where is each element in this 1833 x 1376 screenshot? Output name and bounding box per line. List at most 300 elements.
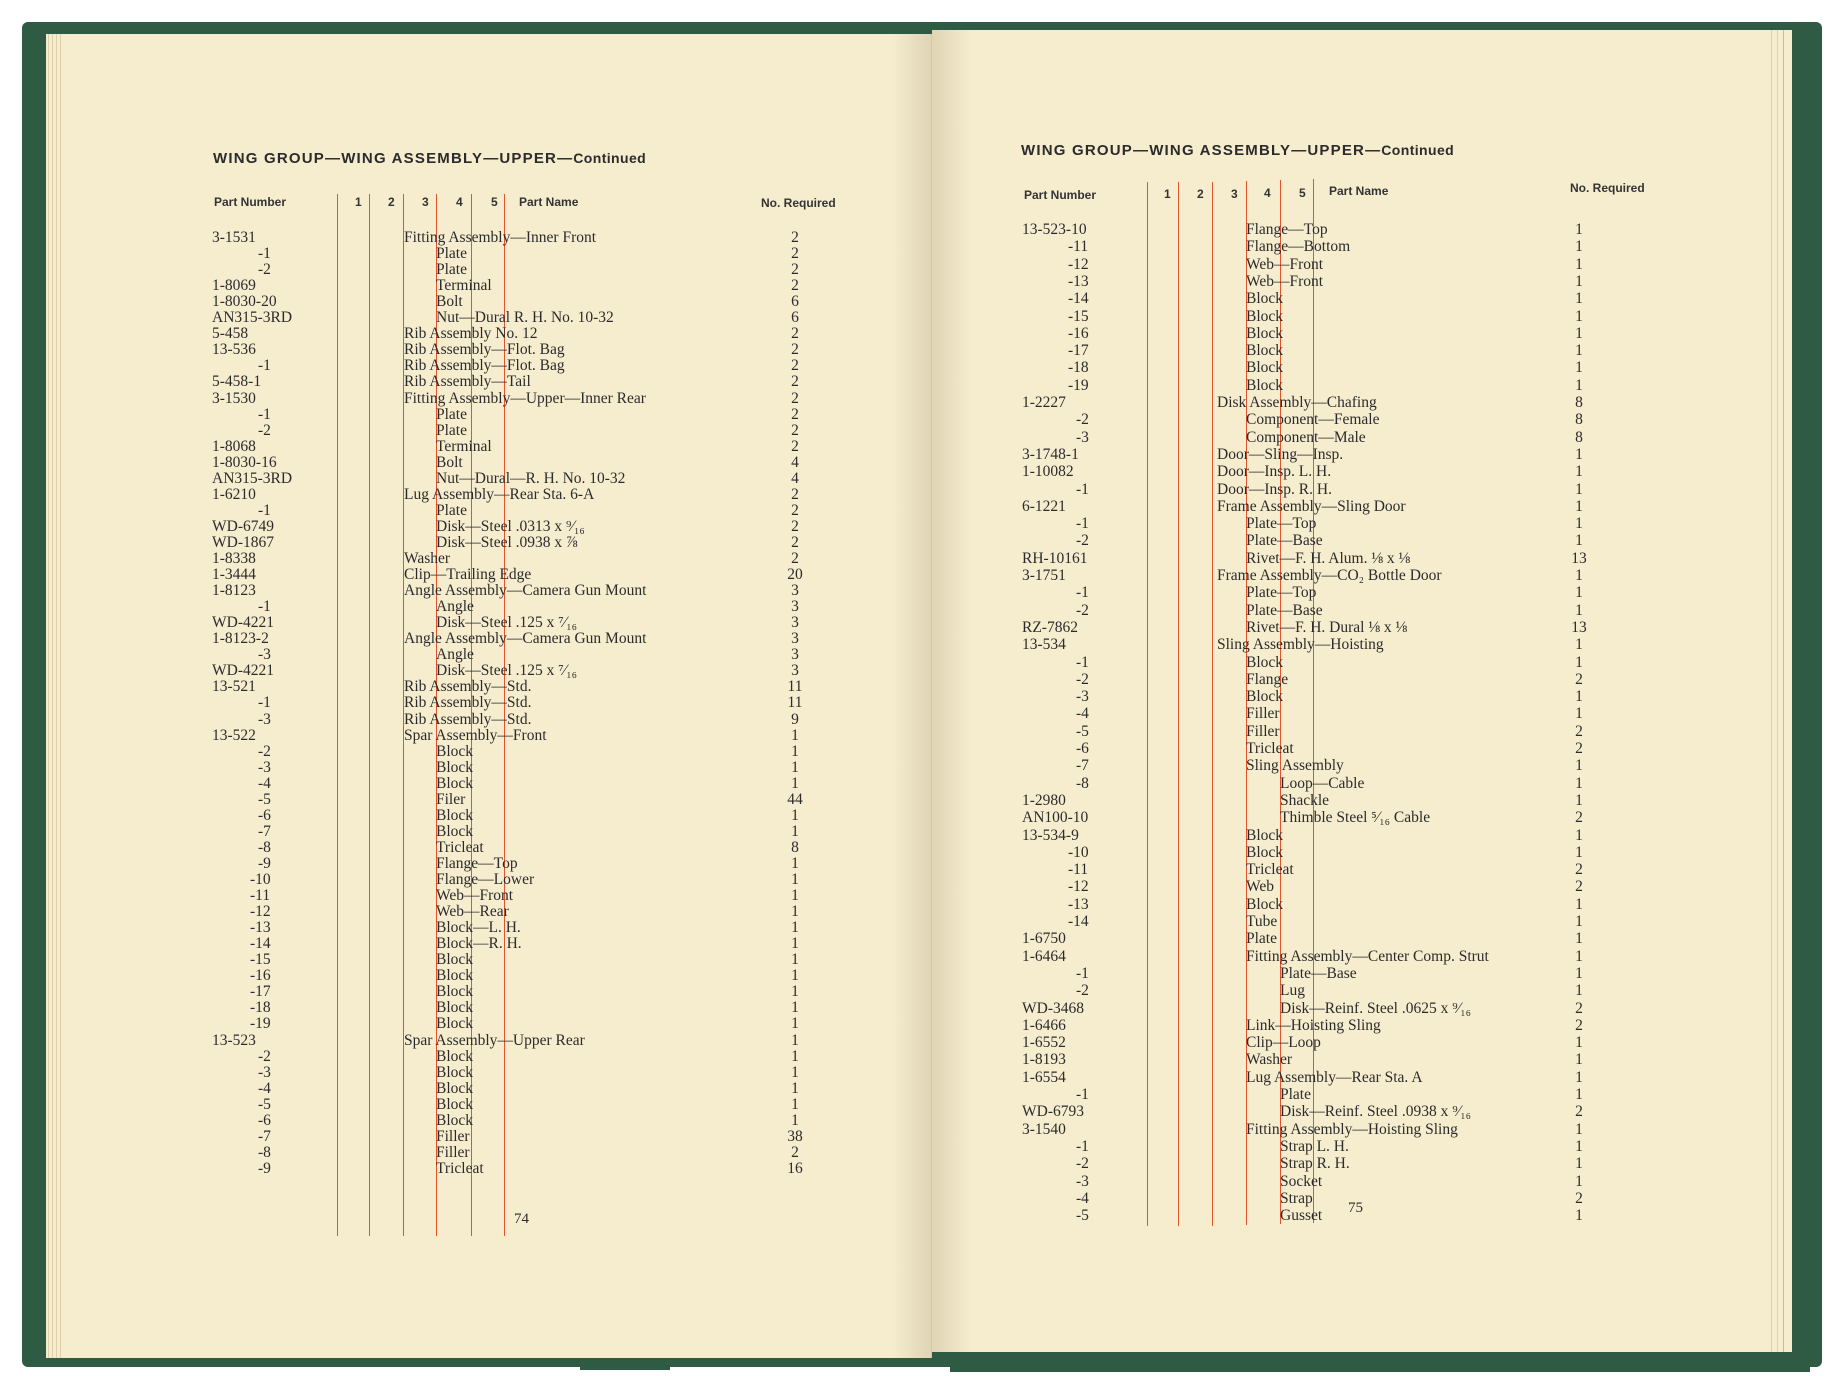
part-number: WD-6749 [212, 517, 274, 535]
part-name: Filler [1246, 705, 1280, 723]
quantity-required: 1 [1575, 584, 1583, 602]
quantity-required: 2 [1575, 1103, 1583, 1121]
part-number: -17 [250, 983, 271, 1001]
part-number: -2 [1076, 601, 1089, 619]
part-number: 1-6554 [1022, 1068, 1066, 1086]
quantity-required: 2 [791, 229, 799, 246]
list-item [932, 343, 1792, 359]
list-item [46, 952, 931, 968]
part-name: Washer [1246, 1051, 1293, 1069]
quantity-required: 6 [791, 309, 799, 327]
part-number: -6 [1076, 740, 1089, 757]
part-name: Terminal [436, 437, 492, 455]
part-name: Block [436, 758, 474, 776]
list-item [46, 471, 931, 487]
list-item [46, 840, 931, 856]
part-name: Rivet—F. H. Alum. ⅛ x ⅛ [1246, 549, 1411, 567]
list-item [932, 1001, 1792, 1017]
page-number: 75 [1348, 1200, 1363, 1216]
list-item [46, 535, 931, 551]
list-item [932, 949, 1792, 965]
quantity-required: 2 [791, 501, 799, 519]
quantity-required: 1 [1575, 497, 1583, 515]
list-item [932, 1139, 1792, 1155]
part-name: Strap L. H. [1280, 1137, 1349, 1155]
list-item [932, 1018, 1792, 1034]
part-name: Fitting Assembly—Center Comp. Strut [1246, 947, 1489, 965]
quantity-required: 44 [787, 790, 803, 808]
part-number: -5 [1076, 722, 1089, 740]
quantity-required: 1 [1575, 688, 1583, 706]
quantity-required: 2 [791, 389, 799, 407]
part-number: -15 [1068, 307, 1089, 325]
quantity-required: 3 [791, 646, 799, 664]
part-number: -6 [258, 806, 271, 824]
part-number: 1-8193 [1022, 1051, 1066, 1069]
part-name: Tricleat [436, 1159, 484, 1177]
part-name: Disk—Steel .0938 x ⅞ [436, 533, 578, 551]
list-item [932, 758, 1792, 774]
part-name: Plate—Base [1280, 964, 1357, 982]
list-item [46, 1000, 931, 1016]
part-name: Bolt [436, 453, 463, 471]
part-name: Shackle [1280, 791, 1330, 809]
part-name: Web—Front [1246, 255, 1324, 273]
cover-tab-bottom-right [950, 1352, 1810, 1372]
header-col-5: 5 [491, 195, 498, 209]
part-number: 5-458 [212, 325, 249, 343]
part-number: -16 [1068, 324, 1089, 342]
quantity-required: 1 [791, 967, 799, 985]
part-number: RH-10161 [1022, 549, 1088, 567]
part-name: Filer [436, 790, 466, 808]
quantity-required: 1 [1575, 532, 1583, 550]
header-part-name: Part Name [519, 195, 579, 209]
part-number: -3 [258, 758, 271, 776]
list-item [46, 519, 931, 535]
part-name: Block [1246, 826, 1284, 844]
part-number: 3-1540 [1022, 1120, 1066, 1138]
part-name: Filler [1246, 722, 1280, 740]
quantity-required: 1 [1575, 947, 1583, 965]
part-number: 1-8338 [212, 550, 256, 567]
part-name: Lug [1280, 982, 1305, 1000]
part-number: AN315-3RD [212, 309, 293, 327]
list-item [46, 1049, 931, 1065]
part-number: -1 [258, 357, 271, 375]
list-item [932, 430, 1792, 446]
part-name: Plate—Base [1246, 532, 1323, 550]
quantity-required: 1 [791, 983, 799, 1001]
quantity-required: 1 [1575, 1034, 1583, 1052]
part-name: Block [1246, 376, 1284, 394]
part-name: Block [436, 774, 474, 792]
part-number: -2 [258, 421, 271, 439]
part-number: 1-6552 [1022, 1034, 1066, 1052]
quantity-required: 1 [1575, 1120, 1583, 1138]
part-name: Fitting Assembly—Hoisting Sling [1246, 1120, 1458, 1138]
list-item [46, 824, 931, 840]
list-item [46, 1016, 931, 1032]
part-number: -2 [258, 1047, 271, 1065]
part-name: Door—Insp. R. H. [1217, 480, 1332, 498]
quantity-required: 2 [791, 373, 799, 391]
quantity-required: 1 [791, 871, 799, 888]
part-name: Block [436, 999, 474, 1017]
quantity-required: 8 [1575, 394, 1583, 411]
part-number: -9 [258, 1159, 271, 1177]
part-name: Angle Assembly—Camera Gun Mount [404, 582, 647, 600]
quantity-required: 1 [1575, 1051, 1583, 1069]
page-number: 74 [514, 1211, 529, 1227]
quantity-required: 2 [791, 533, 799, 551]
header-col-1: 1 [355, 195, 362, 209]
part-number: 13-534 [1022, 636, 1066, 654]
list-item [46, 423, 931, 439]
list-item [932, 360, 1792, 376]
quantity-required: 13 [1571, 549, 1587, 567]
part-name: Flange—Lower [436, 871, 535, 888]
quantity-required: 1 [1575, 1207, 1583, 1225]
part-number: -5 [1076, 1207, 1089, 1225]
part-number: -3 [258, 646, 271, 664]
part-name: Block [436, 1111, 474, 1129]
page-heading: WING GROUP—WING ASSEMBLY—UPPER—Continued [213, 150, 647, 167]
header-part-number: Part Number [214, 195, 287, 209]
quantity-required: 13 [1571, 618, 1587, 636]
part-name: Clip—Loop [1246, 1034, 1321, 1052]
part-name: Flange—Bottom [1246, 238, 1351, 256]
quantity-required: 1 [791, 951, 799, 969]
list-item [932, 862, 1792, 878]
part-name: Socket [1280, 1172, 1323, 1190]
part-name: Filler [436, 1127, 470, 1145]
part-number: -2 [258, 261, 271, 279]
quantity-required: 1 [1575, 1137, 1583, 1155]
part-name: Strap [1280, 1189, 1313, 1207]
list-item [932, 741, 1792, 757]
part-name: Block [436, 822, 474, 840]
list-item [46, 728, 931, 744]
part-name: Block [1246, 843, 1284, 861]
part-name: Block [436, 1047, 474, 1065]
part-name: Block [436, 1095, 474, 1113]
quantity-required: 2 [791, 437, 799, 455]
part-number: 1-6466 [1022, 1016, 1066, 1034]
part-name: Disk—Reinf. Steel .0625 x ⁹⁄₁₆ [1280, 999, 1472, 1017]
list-item [932, 983, 1792, 999]
quantity-required: 2 [791, 1143, 799, 1161]
quantity-required: 3 [791, 598, 799, 616]
part-number: 1-2227 [1022, 394, 1066, 411]
part-number: AN315-3RD [212, 469, 293, 487]
list-item [932, 1104, 1792, 1120]
list-item [46, 712, 931, 728]
part-name: Nut—Dural R. H. No. 10-32 [436, 309, 614, 327]
list-item [932, 464, 1792, 480]
header-col-5: 5 [1299, 186, 1306, 200]
part-number: 13-523 [212, 1031, 256, 1049]
list-item [932, 603, 1792, 619]
header-part-name: Part Name [1329, 184, 1389, 198]
part-number: 1-8030-16 [212, 453, 277, 471]
quantity-required: 2 [1575, 1016, 1583, 1034]
list-item [932, 828, 1792, 844]
quantity-required: 1 [1575, 342, 1583, 360]
list-item [932, 568, 1792, 584]
part-name: Web [1246, 878, 1275, 896]
list-item [46, 1097, 931, 1113]
quantity-required: 1 [791, 1095, 799, 1113]
part-name: Plate [1280, 1086, 1311, 1103]
quantity-required: 2 [1575, 740, 1583, 757]
part-number: 1-8123-2 [212, 630, 269, 648]
quantity-required: 38 [787, 1127, 803, 1145]
part-name: Plate—Top [1246, 515, 1317, 533]
header-col-4: 4 [1264, 186, 1271, 200]
list-item [46, 872, 931, 888]
part-name: Component—Female [1246, 411, 1380, 429]
header-col-2: 2 [1197, 187, 1204, 201]
quantity-required: 2 [791, 245, 799, 263]
list-item [932, 378, 1792, 394]
part-number: -1 [258, 501, 271, 519]
list-item [932, 309, 1792, 325]
list-item [46, 439, 931, 455]
part-name: Spar Assembly—Upper Rear [404, 1031, 585, 1049]
part-number: 1-10082 [1022, 463, 1074, 481]
quantity-required: 1 [1575, 324, 1583, 342]
part-number: -1 [1076, 964, 1089, 982]
part-name: Plate—Base [1246, 601, 1323, 619]
list-item [932, 672, 1792, 688]
part-number: -4 [258, 774, 271, 792]
part-number: -12 [1068, 878, 1089, 896]
part-number: -2 [1076, 532, 1089, 550]
part-name: Block [1246, 653, 1284, 671]
part-number: 1-8030-20 [212, 293, 277, 311]
part-number: 5-458-1 [212, 373, 262, 391]
list-item [932, 326, 1792, 342]
header-no-required: No. Required [761, 196, 836, 210]
quantity-required: 2 [791, 485, 799, 503]
quantity-required: 1 [1575, 272, 1583, 290]
quantity-required: 1 [1575, 238, 1583, 256]
quantity-required: 1 [1575, 376, 1583, 394]
list-item [46, 583, 931, 599]
part-number: 13-523-10 [1022, 221, 1087, 238]
part-number: -11 [1068, 238, 1089, 256]
list-item [932, 1174, 1792, 1190]
part-name: Disk—Reinf. Steel .0938 x ⁹⁄₁₆ [1280, 1103, 1472, 1121]
part-number: 1-8068 [212, 437, 256, 455]
part-number: -14 [250, 935, 271, 953]
part-number: -1 [1076, 515, 1089, 533]
list-item [932, 1087, 1792, 1103]
list-item [932, 239, 1792, 255]
part-number: -3 [1076, 1172, 1089, 1190]
list-item [46, 551, 931, 567]
quantity-required: 3 [791, 630, 799, 648]
part-number: -4 [1076, 1189, 1089, 1207]
list-item [932, 879, 1792, 895]
list-item [932, 499, 1792, 515]
part-name: Rib Assembly—Flot. Bag [404, 357, 565, 375]
part-name: Clip—Trailing Edge [404, 566, 532, 584]
quantity-required: 1 [791, 919, 799, 937]
list-item [932, 620, 1792, 636]
part-name: Block [436, 1079, 474, 1097]
part-number: -3 [1076, 428, 1089, 446]
quantity-required: 1 [1575, 843, 1583, 861]
list-item [46, 679, 931, 695]
part-number: -4 [1076, 705, 1089, 723]
part-name: Block [436, 1063, 474, 1081]
part-name: Link—Hoisting Sling [1246, 1016, 1381, 1034]
quantity-required: 2 [791, 357, 799, 375]
list-item [46, 631, 931, 647]
part-name: Plate [436, 245, 467, 263]
quantity-required: 1 [1575, 567, 1583, 584]
part-name: Gusset [1280, 1207, 1323, 1225]
part-number: -17 [1068, 342, 1089, 360]
part-name: Block [436, 951, 474, 969]
part-number: -1 [1076, 653, 1089, 671]
quantity-required: 1 [791, 999, 799, 1017]
part-name: Plate [436, 261, 467, 279]
list-item [46, 1145, 931, 1161]
part-name: Loop—Cable [1280, 774, 1365, 792]
quantity-required: 1 [791, 1031, 799, 1049]
part-number: -10 [250, 871, 271, 888]
part-number: 1-6464 [1022, 947, 1066, 965]
list-item [46, 776, 931, 792]
header-col-2: 2 [388, 195, 395, 209]
quantity-required: 1 [791, 742, 799, 760]
list-item [932, 412, 1792, 428]
part-name: Rivet—F. H. Dural ⅛ x ⅛ [1246, 618, 1408, 636]
list-item [46, 968, 931, 984]
quantity-required: 9 [791, 710, 799, 728]
part-number: -13 [1068, 272, 1089, 290]
part-name: Rib Assembly No. 12 [404, 325, 538, 343]
part-name: Tricleat [1246, 740, 1294, 757]
quantity-required: 1 [1575, 791, 1583, 809]
list-item [932, 533, 1792, 549]
part-number: -13 [1068, 895, 1089, 913]
part-name: Web—Front [436, 887, 514, 905]
list-item [932, 793, 1792, 809]
part-name: Block [436, 806, 474, 824]
list-item [46, 792, 931, 808]
part-name: Washer [404, 550, 451, 567]
part-number: -15 [250, 951, 271, 969]
part-name: Flange—Top [436, 854, 518, 872]
list-item [46, 1129, 931, 1145]
list-item [46, 407, 931, 423]
list-item [46, 294, 931, 310]
quantity-required: 2 [791, 405, 799, 423]
quantity-required: 1 [791, 758, 799, 776]
part-number: -4 [258, 1079, 271, 1097]
part-number: -10 [1068, 843, 1089, 861]
part-name: Filler [436, 1143, 470, 1161]
list-item [932, 931, 1792, 947]
quantity-required: 2 [791, 277, 799, 295]
part-number: 1-6210 [212, 485, 256, 503]
quantity-required: 1 [1575, 1172, 1583, 1190]
list-item [46, 647, 931, 663]
part-number: -11 [250, 887, 271, 905]
part-number: -7 [258, 1127, 271, 1145]
list-item [46, 1081, 931, 1097]
list-item [932, 1052, 1792, 1068]
quantity-required: 1 [791, 1015, 799, 1033]
list-item [932, 447, 1792, 463]
quantity-required: 1 [791, 774, 799, 792]
part-name: Block [1246, 290, 1284, 308]
part-number: 1-3444 [212, 566, 256, 584]
quantity-required: 1 [1575, 757, 1583, 775]
list-item [46, 984, 931, 1000]
part-name: Block [1246, 307, 1284, 325]
part-number: -6 [258, 1111, 271, 1129]
part-number: -8 [1076, 774, 1089, 792]
quantity-required: 2 [791, 550, 799, 567]
part-name: Block [1246, 688, 1284, 706]
list-item [46, 888, 931, 904]
quantity-required: 1 [791, 1111, 799, 1129]
part-name: Angle Assembly—Camera Gun Mount [404, 630, 647, 648]
list-item [932, 274, 1792, 290]
part-number: -14 [1068, 290, 1089, 308]
part-number: -7 [258, 822, 271, 840]
part-number: -7 [1076, 757, 1089, 775]
list-item [46, 1033, 931, 1049]
list-item [46, 808, 931, 824]
list-item [46, 503, 931, 519]
list-item [46, 904, 931, 920]
left-page [46, 34, 932, 1358]
quantity-required: 3 [791, 582, 799, 600]
quantity-required: 1 [1575, 930, 1583, 948]
part-name: Block [1246, 895, 1284, 913]
part-number: -2 [1076, 982, 1089, 1000]
list-item [932, 585, 1792, 601]
part-name: Block [436, 1015, 474, 1033]
list-item [46, 760, 931, 776]
quantity-required: 1 [791, 726, 799, 744]
quantity-required: 1 [1575, 445, 1583, 463]
list-item [932, 1156, 1792, 1172]
list-item [46, 599, 931, 615]
part-number: -1 [1076, 480, 1089, 498]
part-name: Angle [436, 646, 474, 664]
part-name: Disk—Steel .125 x ⁷⁄₁₆ [436, 614, 578, 632]
part-name: Flange—Top [1246, 221, 1328, 238]
page-heading: WING GROUP—WING ASSEMBLY—UPPER—Continued [1021, 142, 1455, 159]
part-number: -5 [258, 790, 271, 808]
part-name: Thimble Steel ⁵⁄₁₆ Cable [1280, 809, 1431, 827]
part-number: WD-1867 [212, 533, 274, 551]
quantity-required: 1 [791, 887, 799, 905]
list-item [46, 230, 931, 246]
quantity-required: 1 [1575, 653, 1583, 671]
part-number: -5 [258, 1095, 271, 1113]
quantity-required: 3 [791, 662, 799, 680]
list-item [46, 326, 931, 342]
part-name: Terminal [436, 277, 492, 295]
